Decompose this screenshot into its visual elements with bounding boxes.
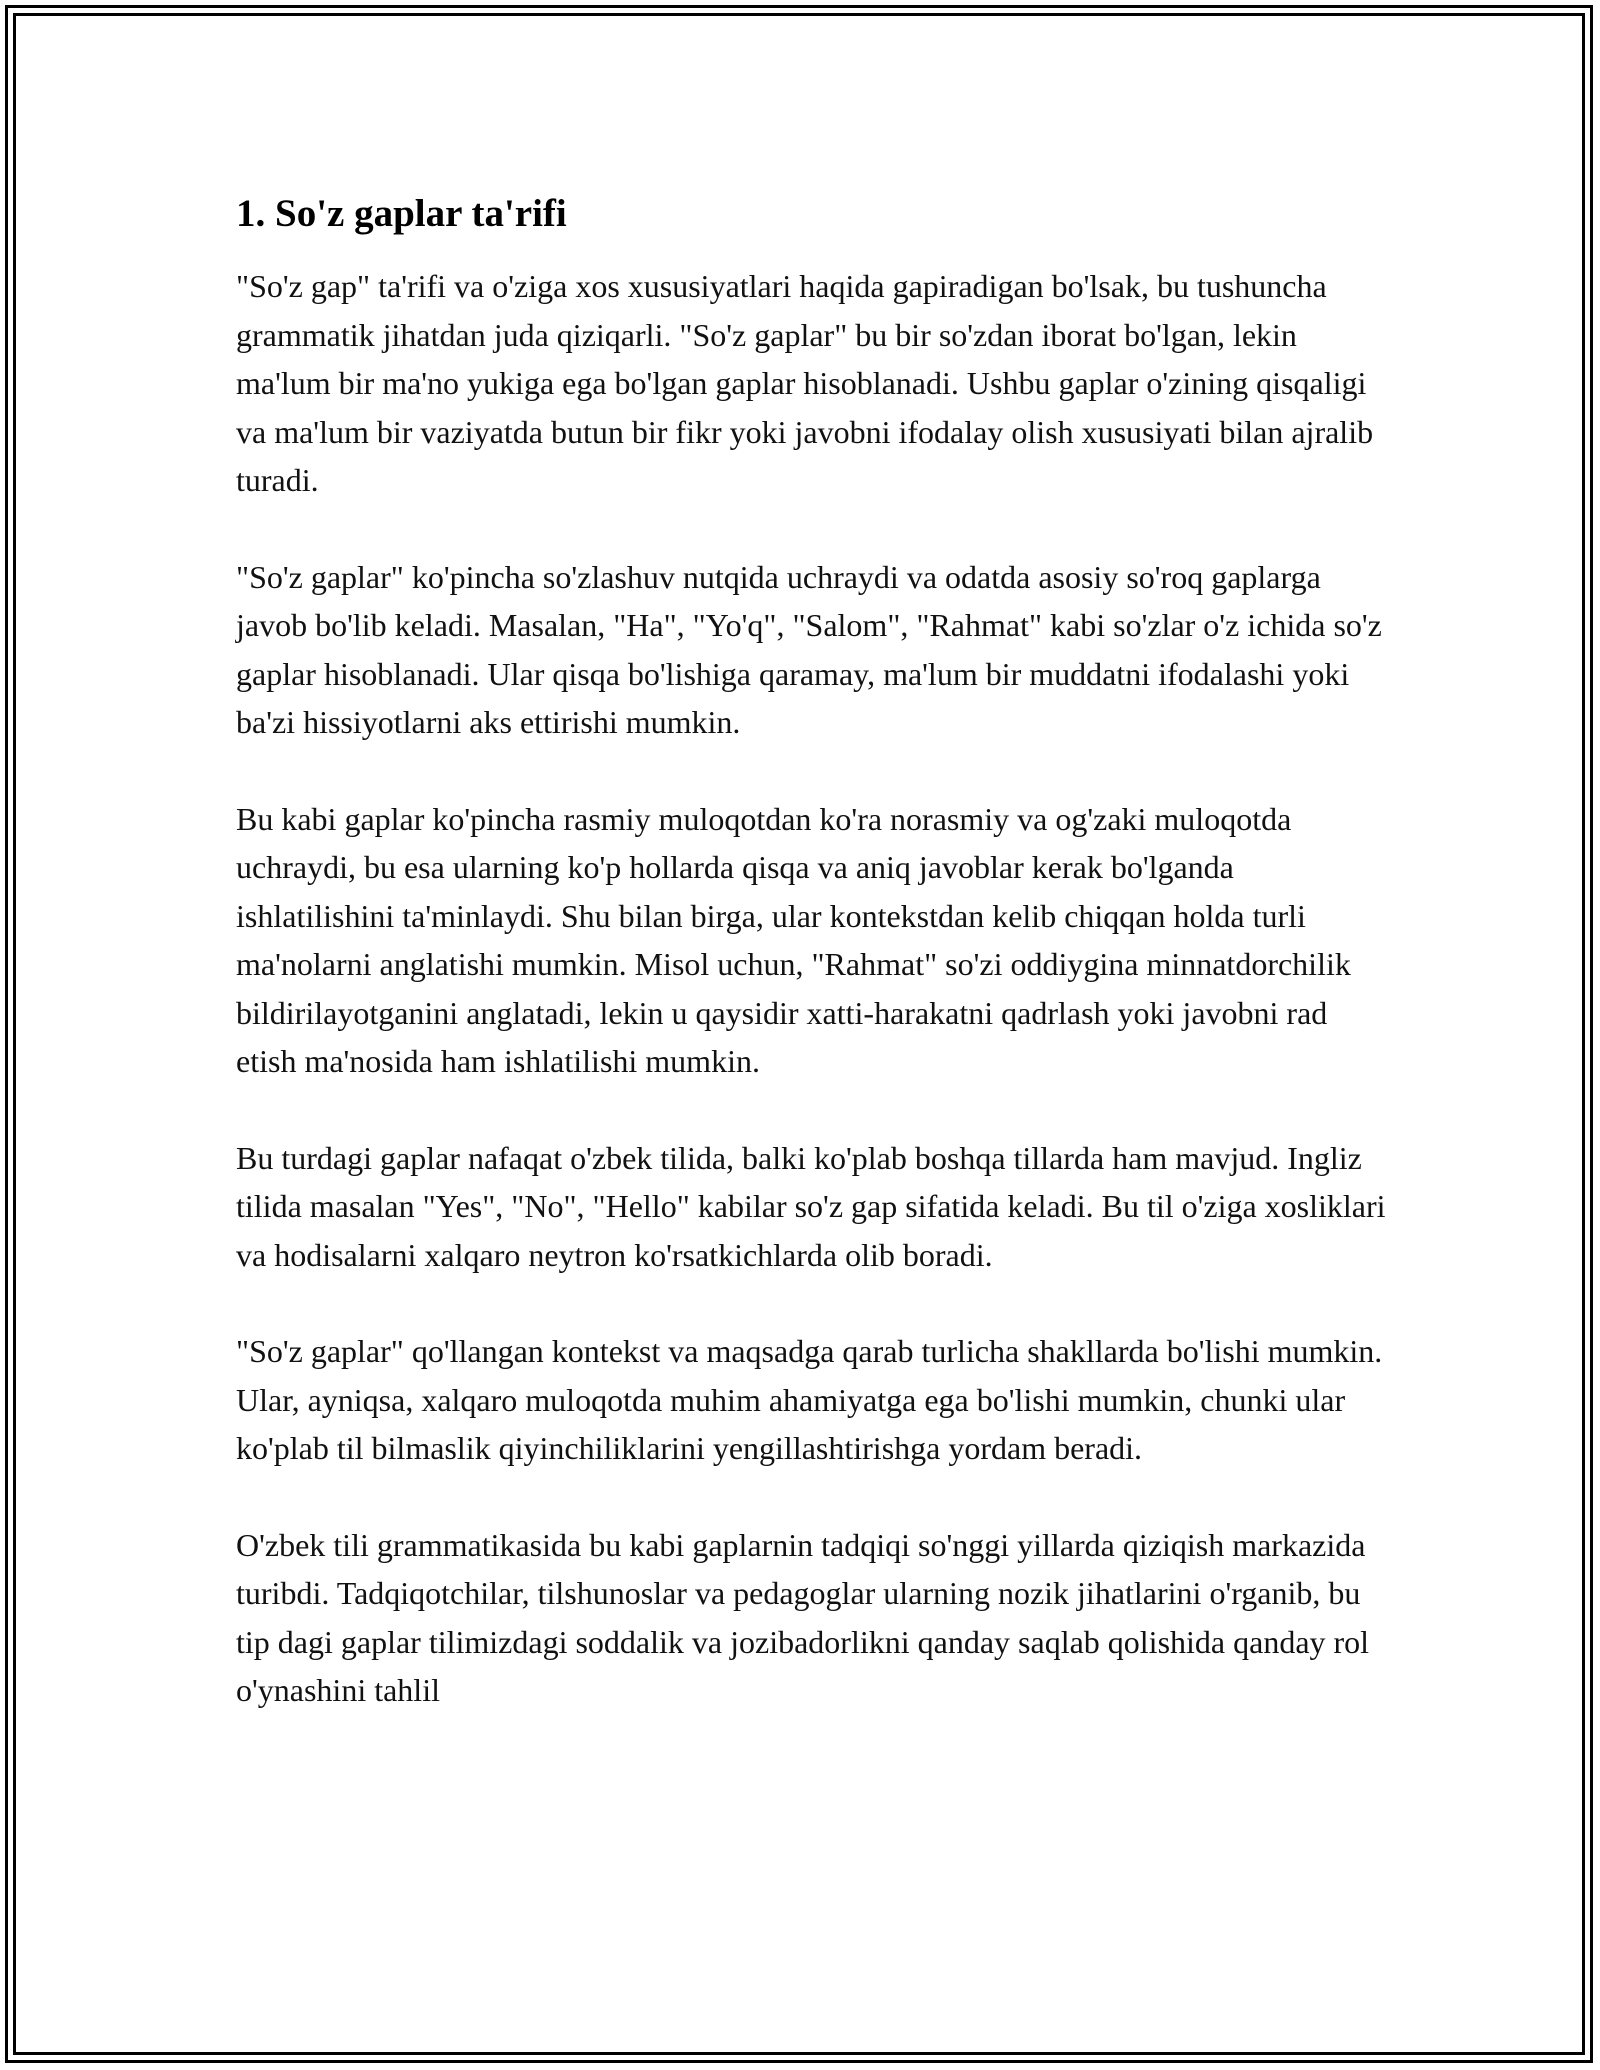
paragraph-5: "So'z gaplar" qo'llangan kontekst va maqsadga qarab turlicha shakllarda bo'lishi mumkin. Ular, ayniqsa, xalqaro muloqotda muhim ahamiyatga ega bo'lishi mumkin, chunki ular ko'plab til bilmaslik qiyinchiliklarini yengillashtirishga yordam beradi. [236,1333,1383,1466]
paragraph-3: Bu kabi gaplar ko'pincha rasmiy muloqotdan ko'ra norasmiy va og'zaki muloqotda uchraydi, bu esa ularning ko'p hollarda qisqa va aniq javoblar kerak bo'lganda ishlatilishini ta'minlaydi. Shu bilan birga, ular kontekstdan kelib chiqqan holda turli ma'nolarni anglatishi mumkin. Misol uchun, "Rahmat" so'zi oddiygina minnatdorchilik bildirilayotganini anglatadi, lekin u qaysidir xatti-harakatni qadrlash yoki javobni rad etish ma'nosida ham ishlatilishi mumkin. [236,800,1351,1079]
document-body [236,188,1386,1715]
paragraph-2: "So'z gaplar" ko'pincha so'zlashuv nutqida uchraydi va odatda asosiy so'roq gaplarga javob bo'lib keladi. Masalan, "Ha", "Yo'q", "Salom", "Rahmat" kabi so'zlar o'z ichida so'z gaplar hisoblanadi. Ular qisqa bo'lishiga qaramay, ma'lum bir muddatni ifodalashi yoki ba'zi hissiyotlarni aks ettirishi mumkin. [236,558,1382,740]
paragraph-4: Bu turdagi gaplar nafaqat o'zbek tilida, balki ko'plab boshqa tillarda ham mavjud. Ingliz tilida masalan "Yes", "No", "Hello" kabilar so'z gap sifatida keladi. Bu til o'ziga xosliklari va hodisalarni xalqaro neytron ko'rsatkichlarda olib boradi. [236,1139,1386,1273]
paragraph-1: "So'z gap" ta'rifi va o'ziga xos xususiyatlari haqida gapiradigan bo'lsak, bu tushuncha grammatik jihatdan juda qiziqarli. "So'z gaplar" bu bir so'zdan iborat bo'lgan, lekin ma'lum bir ma'no yukiga ega bo'lgan gaplar hisoblanadi. Ushbu gaplar o'zining qisqaligi va ma'lum bir vaziyatda butun bir fikr yoki javobni ifodalay olish xususiyati bilan ajralib turadi. [236,268,1374,498]
section-heading: 1. So'z gaplar ta'rifi [236,192,567,235]
paragraph-6: O'zbek tili grammatikasida bu kabi gaplarnin tadqiqi so'nggi yillarda qiziqish markazida turibdi. Tadqiqotchilar, tilshunoslar va pedagoglar ularning nozik jihatlarini o'rganib, bu tip dagi gaplar tilimizdagi soddalik va jozibadorlikni qanday saqlab qolishida qanday rol o'ynashini tahlil [236,1526,1370,1708]
